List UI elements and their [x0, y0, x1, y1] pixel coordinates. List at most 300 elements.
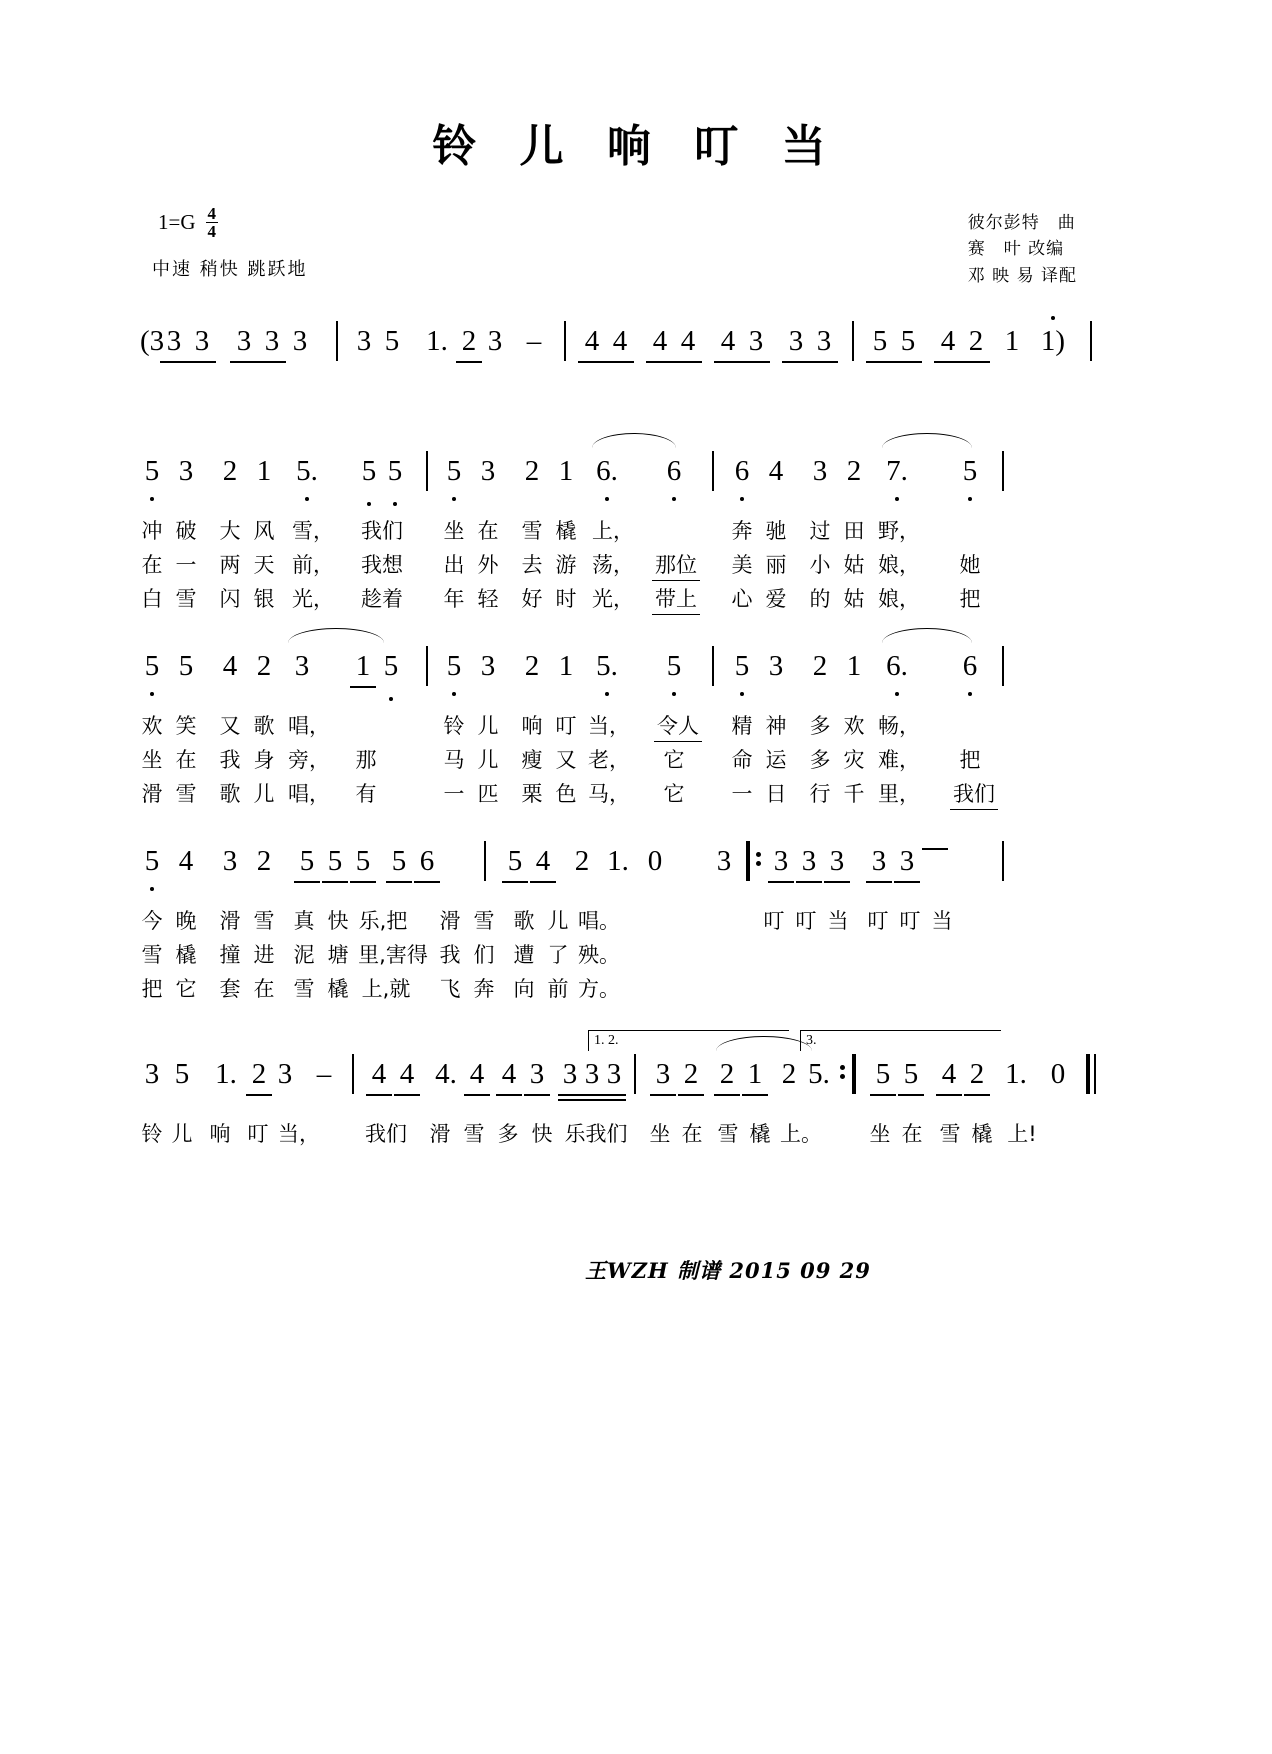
- lyric-syllable: 它: [663, 782, 685, 806]
- lyric-syllable: 外: [477, 553, 499, 577]
- note: 2: [248, 1058, 270, 1091]
- lyric-syllable: 去: [521, 553, 543, 577]
- lyric-syllable: 美: [731, 553, 753, 577]
- lyric-syllable: 年: [443, 587, 465, 611]
- credits-block: [968, 210, 1077, 289]
- lyric-syllable: 它: [663, 748, 685, 772]
- lyric-syllable: 橇: [327, 977, 349, 1001]
- lyric-syllable: 坐: [443, 519, 465, 543]
- lyric-syllable: 天: [253, 553, 275, 577]
- note: 3: [260, 325, 284, 358]
- lyric-syllable: 乐我们: [564, 1122, 628, 1146]
- lyric-syllable: 铃: [141, 1122, 163, 1146]
- lyric-syllable: 野，: [878, 519, 920, 543]
- lyric-syllable: 心: [731, 587, 753, 611]
- note: 5: [140, 845, 164, 878]
- note: 2: [781, 1058, 797, 1090]
- tempo-marking: 中速 稍快 跳跃地: [152, 259, 308, 280]
- lyric-syllable: 儿: [253, 782, 275, 806]
- note: 1: [558, 455, 574, 487]
- note: 2: [256, 650, 272, 682]
- lyric-syllable: 行: [809, 782, 831, 806]
- note: 2: [524, 455, 540, 487]
- note: 2: [524, 650, 540, 682]
- lyric-syllable: 大: [219, 519, 241, 543]
- lyric-syllable: 田: [843, 519, 865, 543]
- lyric-syllable: 把: [959, 748, 981, 772]
- lyric-syllable: 风: [253, 519, 275, 543]
- lyric-syllable: 遭: [513, 943, 535, 967]
- time-signature-denominator: 4: [207, 222, 217, 241]
- time-signature-numerator: 4: [207, 204, 217, 223]
- lyric-syllable: 一: [731, 782, 753, 806]
- note: 3: [798, 845, 820, 878]
- note: 4: [222, 650, 238, 682]
- lyric-syllable: 叮: [795, 909, 817, 933]
- music-system-intro: [140, 325, 1140, 371]
- note: 2: [966, 1058, 988, 1091]
- notation-row: [140, 455, 1140, 501]
- lyric-syllable: 破: [175, 519, 197, 543]
- lyric-syllable: 冲: [141, 519, 163, 543]
- volta-bracket-2: [800, 1030, 1001, 1051]
- note: 4: [396, 1058, 418, 1091]
- note: 4: [716, 325, 740, 358]
- lyric-syllable: 我: [439, 943, 461, 967]
- lyric-syllable: 丽: [765, 553, 787, 577]
- lyric-line-3: [140, 778, 1140, 812]
- note: 4: [938, 1058, 960, 1091]
- lyric-syllable: 我想: [361, 553, 403, 577]
- note: 5: [730, 650, 754, 683]
- lyric-syllable: 儿: [477, 748, 499, 772]
- lyric-syllable: 雪: [473, 909, 495, 933]
- lyric-syllable: 爱: [765, 587, 787, 611]
- barline: [484, 841, 486, 881]
- note: 5: [958, 455, 982, 488]
- lyric-syllable: 一: [175, 553, 197, 577]
- lyric-syllable: 身: [253, 748, 275, 772]
- note: 3: [812, 325, 836, 358]
- note: 5: [872, 1058, 894, 1091]
- lyric-syllable: 姑: [843, 553, 865, 577]
- lyric-syllable: 在: [681, 1122, 703, 1146]
- music-system-1: [140, 455, 1140, 617]
- note: 5: [896, 325, 920, 358]
- note: 3: [868, 845, 890, 878]
- final-barline: [1086, 1054, 1090, 1094]
- note: 3: [480, 650, 496, 682]
- barline: [336, 321, 338, 361]
- lyric-syllable: 歌: [253, 714, 275, 738]
- repeat-dots: [840, 1061, 846, 1083]
- lyric-syllable: 多: [497, 1122, 519, 1146]
- note: 3: [190, 325, 214, 358]
- note: 2: [256, 845, 272, 877]
- lyric-syllable: 多: [809, 714, 831, 738]
- repeat-dots: [756, 848, 762, 870]
- barline: [712, 646, 714, 686]
- lyric-syllable: 方。: [578, 977, 620, 1001]
- lyric-syllable: 坐: [869, 1122, 891, 1146]
- lyric-line-2: [140, 744, 1140, 778]
- lyric-syllable: 我们: [361, 519, 403, 543]
- lyric-syllable: 马，: [588, 782, 630, 806]
- lyric-syllable: 光，: [292, 587, 334, 611]
- lyric-syllable: 色: [555, 782, 577, 806]
- note: 2: [846, 455, 862, 487]
- lyric-syllable: 雪: [175, 782, 197, 806]
- lyric-syllable: 当，: [588, 714, 630, 738]
- note: 5: [384, 455, 406, 488]
- note: 5: [380, 650, 402, 683]
- lyric-syllable: 欢: [843, 714, 865, 738]
- barline: [426, 646, 428, 686]
- lyric-syllable: 精: [731, 714, 753, 738]
- note: 1: [352, 650, 374, 683]
- lyric-syllable: 小: [809, 553, 831, 577]
- lyric-syllable: 当: [931, 909, 953, 933]
- lyric-syllable: 今: [141, 909, 163, 933]
- lyric-line-1: [140, 710, 1140, 744]
- lyric-syllable: 趁着: [361, 587, 403, 611]
- note: 3: [716, 845, 732, 877]
- lyric-syllable: 娘，: [878, 587, 920, 611]
- lyric-syllable: 银: [253, 587, 275, 611]
- lyric-syllable: 欢: [141, 714, 163, 738]
- note: 4: [648, 325, 672, 358]
- lyric-syllable: 唱，: [288, 782, 330, 806]
- lyric-syllable: 叮: [867, 909, 889, 933]
- barline: [426, 451, 428, 491]
- lyric-syllable: 雪: [521, 519, 543, 543]
- lyric-syllable: 滑: [219, 909, 241, 933]
- note: 3: [768, 650, 784, 682]
- note: 2: [458, 325, 480, 358]
- lyric-syllable: 里,害得: [358, 943, 428, 967]
- note: 1.: [607, 845, 629, 877]
- lyric-syllable: 姑: [843, 587, 865, 611]
- lyric-syllable: 儿: [171, 1122, 193, 1146]
- lyric-line-2: [140, 939, 1140, 973]
- lyric-syllable: 瘦: [521, 748, 543, 772]
- lyric-syllable: 歌: [219, 782, 241, 806]
- music-system-2: [140, 650, 1140, 812]
- lyric-syllable: 叮: [899, 909, 921, 933]
- notation-row: [140, 1058, 1140, 1104]
- lyric-syllable: 一: [443, 782, 465, 806]
- note: 3: [896, 845, 918, 878]
- note: 3: [480, 455, 496, 487]
- lyric-syllable: 把: [141, 977, 163, 1001]
- lyric-syllable: 快: [531, 1122, 553, 1146]
- lyric-syllable: 带上: [652, 583, 700, 615]
- engraver-signature: 王WZH 制谱 2015 09 29: [585, 1258, 871, 1283]
- note: 3: [770, 845, 792, 878]
- note: 1: [744, 1058, 766, 1091]
- note: 1: [1004, 325, 1020, 357]
- note: 6: [730, 455, 754, 488]
- notation-row: [140, 845, 1140, 891]
- lyric-syllable: 在: [901, 1122, 923, 1146]
- lyric-syllable: 飞: [439, 977, 461, 1001]
- note: (3: [140, 325, 165, 357]
- key-signature-block: [158, 205, 218, 240]
- note: 3: [582, 1058, 602, 1091]
- note: 6.: [882, 650, 912, 683]
- note: 5: [504, 845, 526, 878]
- note: 4: [178, 845, 194, 877]
- lyric-syllable: 撞: [219, 943, 241, 967]
- lyric-syllable: 当: [827, 909, 849, 933]
- lyric-syllable: 塘: [327, 943, 349, 967]
- note: 2: [964, 325, 988, 358]
- lyric-syllable: 马: [443, 748, 465, 772]
- lyric-syllable: 有: [355, 782, 377, 806]
- lyric-syllable: 橇: [175, 943, 197, 967]
- note: 1.: [1005, 1058, 1027, 1090]
- barline: [1090, 321, 1092, 361]
- lyric-syllable: 儿: [477, 714, 499, 738]
- lyric-syllable: 橇: [555, 519, 577, 543]
- credit-composer: 彼尔彭特 曲: [967, 213, 1076, 233]
- lyric-syllable: 轻: [477, 587, 499, 611]
- lyric-syllable: 雪: [939, 1122, 961, 1146]
- note: 6: [416, 845, 438, 878]
- note: 3: [526, 1058, 548, 1091]
- lyric-syllable: 旁，: [288, 748, 330, 772]
- lyric-syllable: 白: [141, 587, 163, 611]
- note: 3: [144, 1058, 160, 1090]
- lyric-syllable: 畅，: [878, 714, 920, 738]
- lyric-line-1: [140, 1118, 1140, 1152]
- lyric-syllable: 神: [765, 714, 787, 738]
- lyric-syllable: 光，: [592, 587, 634, 611]
- lyric-syllable: 闪: [219, 587, 241, 611]
- note: 5.: [808, 1058, 830, 1090]
- note: 3: [812, 455, 828, 487]
- note: 7.: [882, 455, 912, 488]
- lyric-syllable: 笑: [175, 714, 197, 738]
- lyric-syllable: 歌: [513, 909, 535, 933]
- note: 5: [296, 845, 318, 878]
- lyric-syllable: 响: [209, 1122, 231, 1146]
- lyric-syllable: 雪: [253, 909, 275, 933]
- lyric-syllable: 又: [219, 714, 241, 738]
- lyric-syllable: 雪: [293, 977, 315, 1001]
- barline: [1002, 451, 1004, 491]
- lyric-syllable: 荡，: [592, 553, 634, 577]
- lyric-syllable: 雪，: [292, 519, 334, 543]
- lyric-syllable: 雪: [717, 1122, 739, 1146]
- note: 5: [662, 650, 686, 683]
- barline: [712, 451, 714, 491]
- lyric-syllable: 上。: [780, 1122, 822, 1146]
- note: 5: [384, 325, 400, 357]
- volta-label: 1. 2.: [594, 1033, 619, 1048]
- note: 6: [662, 455, 686, 488]
- lyric-syllable: 我: [219, 748, 241, 772]
- lyric-syllable: 殃。: [578, 943, 620, 967]
- lyric-syllable: 晚: [175, 909, 197, 933]
- key-label: 1=G: [158, 210, 196, 234]
- lyric-syllable: 乐,把: [358, 909, 408, 933]
- slur: [592, 433, 676, 448]
- volta-label: 3.: [806, 1033, 817, 1048]
- note: 5: [140, 650, 164, 683]
- barline: [1002, 646, 1004, 686]
- credit-translator: 邓 映 易 译配: [967, 265, 1077, 286]
- lyric-syllable: 又: [555, 748, 577, 772]
- note: 3: [744, 325, 768, 358]
- note: 4: [466, 1058, 488, 1091]
- note: 3: [292, 325, 308, 357]
- lyric-line-3: [140, 583, 1140, 617]
- lyric-syllable: 唱。: [578, 909, 620, 933]
- note: 5: [140, 455, 164, 488]
- barline: [852, 321, 854, 361]
- note: 4: [498, 1058, 520, 1091]
- lyric-syllable: 运: [765, 748, 787, 772]
- lyric-syllable: 令人: [654, 710, 702, 742]
- lyric-line-2: [140, 549, 1140, 583]
- note: 5: [388, 845, 410, 878]
- note: 1): [1040, 325, 1066, 357]
- lyric-syllable: 们: [473, 943, 495, 967]
- notation-row: [140, 325, 1140, 371]
- slur: [288, 628, 384, 643]
- note: 4: [580, 325, 604, 358]
- lyric-syllable: 雪: [175, 587, 197, 611]
- note: –: [526, 325, 542, 357]
- note: 2: [812, 650, 828, 682]
- note: 1.: [426, 325, 448, 357]
- lyric-syllable: 在: [175, 748, 197, 772]
- lyric-syllable: 它: [175, 977, 197, 1001]
- lyric-syllable: 在: [477, 519, 499, 543]
- notation-row: [140, 650, 1140, 696]
- lyric-syllable: 好: [521, 587, 543, 611]
- lyric-syllable: 前: [547, 977, 569, 1001]
- note: 2: [222, 455, 238, 487]
- note: 3: [652, 1058, 674, 1091]
- note: 5.: [292, 455, 322, 488]
- note: 3: [356, 325, 372, 357]
- lyric-syllable: 铃: [443, 714, 465, 738]
- lyric-syllable: 时: [555, 587, 577, 611]
- note: 5: [442, 455, 466, 488]
- note: 4: [676, 325, 700, 358]
- lyric-syllable: 她: [959, 553, 981, 577]
- note: 5: [358, 455, 380, 488]
- note: 2: [716, 1058, 738, 1091]
- lyric-syllable: 橇: [971, 1122, 993, 1146]
- barline: [352, 1054, 354, 1094]
- lyric-syllable: 游: [555, 553, 577, 577]
- lyric-syllable: 进: [253, 943, 275, 967]
- lyric-syllable: 儿: [547, 909, 569, 933]
- music-system-4: [140, 1033, 1140, 1152]
- note: 5.: [592, 650, 622, 683]
- slur: [882, 628, 972, 643]
- note: 1: [846, 650, 862, 682]
- note: –: [316, 1058, 332, 1090]
- repeat-barline: [746, 841, 750, 881]
- lyric-syllable: 奔: [731, 519, 753, 543]
- lyric-syllable: 坐: [141, 748, 163, 772]
- note: 0: [647, 845, 663, 877]
- lyric-syllable: 上,就: [361, 977, 411, 1001]
- lyric-syllable: 当，: [278, 1122, 320, 1146]
- page-title: 铃 儿 响 叮 当: [432, 121, 840, 172]
- lyric-syllable: 两: [219, 553, 241, 577]
- note: 1.: [215, 1058, 237, 1090]
- note: 5: [868, 325, 892, 358]
- lyric-syllable: 响: [521, 714, 543, 738]
- repeat-barline: [852, 1054, 856, 1094]
- lyric-syllable: 日: [765, 782, 787, 806]
- note: 3: [604, 1058, 624, 1091]
- lyric-syllable: 多: [809, 748, 831, 772]
- lyric-syllable: 难，: [878, 748, 920, 772]
- lyric-syllable: 滑: [141, 782, 163, 806]
- note: 4.: [435, 1058, 457, 1090]
- lyric-syllable: 娘，: [878, 553, 920, 577]
- note: 5: [174, 1058, 190, 1090]
- lyric-syllable: 唱，: [288, 714, 330, 738]
- lyric-syllable: 前，: [292, 553, 334, 577]
- lyric-syllable: 我们: [365, 1122, 407, 1146]
- note: 3: [826, 845, 848, 878]
- note: 6.: [592, 455, 622, 488]
- lyric-syllable: 奔: [473, 977, 495, 1001]
- lyric-line-1: [140, 515, 1140, 549]
- lyric-syllable: 上!: [1007, 1122, 1037, 1146]
- lyric-syllable: 的: [809, 587, 831, 611]
- lyric-syllable: 老，: [588, 748, 630, 772]
- lyric-syllable: 叮: [247, 1122, 269, 1146]
- lyric-syllable: 套: [219, 977, 241, 1001]
- lyric-syllable: 出: [443, 553, 465, 577]
- lyric-syllable: 命: [731, 748, 753, 772]
- note: 3: [178, 455, 194, 487]
- lyric-syllable: 雪: [141, 943, 163, 967]
- credit-arranger: 赛 叶 改编: [967, 239, 1065, 260]
- lyric-syllable: 了: [547, 943, 569, 967]
- note: 4: [768, 455, 784, 487]
- note: 3: [162, 325, 186, 358]
- slur: [882, 433, 972, 448]
- lyric-syllable: 向: [513, 977, 535, 1001]
- note: 3: [560, 1058, 580, 1091]
- final-barline-thin: [1094, 1054, 1096, 1094]
- lyric-syllable: 真: [293, 909, 315, 933]
- lyric-syllable: 里，: [878, 782, 920, 806]
- note: 4: [532, 845, 554, 878]
- note: 2: [680, 1058, 702, 1091]
- time-signature: [206, 205, 219, 240]
- note: 4: [608, 325, 632, 358]
- lyric-line-3: [140, 973, 1140, 1007]
- lyric-syllable: 栗: [521, 782, 543, 806]
- lyric-syllable: 把: [959, 587, 981, 611]
- barline: [1002, 841, 1004, 881]
- note: 0: [1050, 1058, 1066, 1090]
- note: 3: [277, 1058, 293, 1090]
- note: 5: [324, 845, 346, 878]
- lyric-syllable: 上，: [592, 519, 634, 543]
- lyric-syllable: 那位: [652, 549, 700, 581]
